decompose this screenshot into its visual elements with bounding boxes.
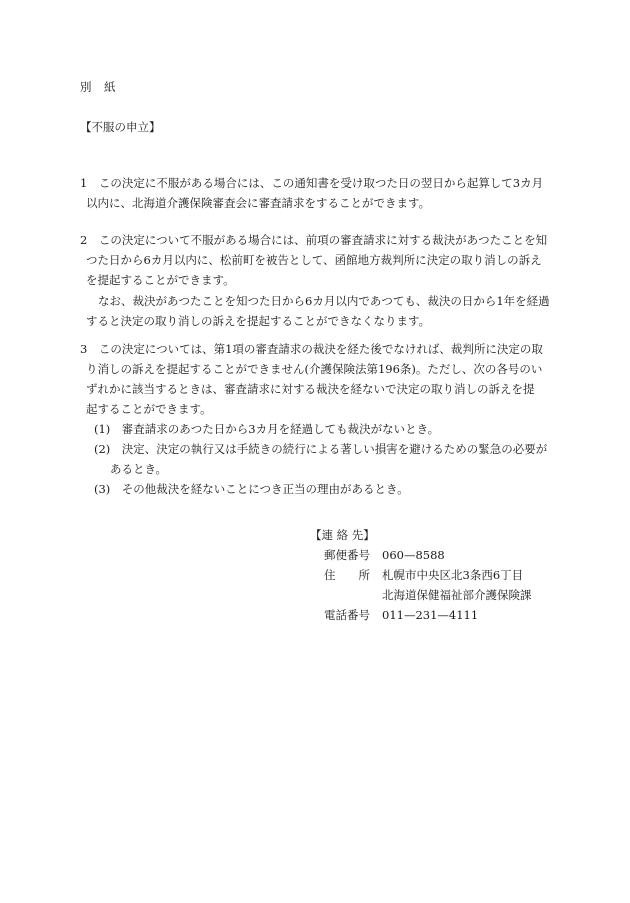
item-1-line-2: 以内に、北海道介護保険審査会に審査請求をすることができます。 bbox=[86, 196, 431, 210]
item-3-sub-3: (3) その他裁決を経ないことにつき正当の理由があるとき。 bbox=[94, 482, 409, 496]
item-2-line-2: つた日から6カ月以内に、松前町を被告として、函館地方裁判所に決定の取り消しの訴え bbox=[86, 253, 542, 267]
item-1-line-1: 1 この決定に不服がある場合には、この通知書を受け取つた日の翌日から起算して3カ月 bbox=[80, 176, 544, 190]
postal-value: 060—8588 bbox=[382, 548, 445, 562]
item-3-sub-1: (1) 審査請求のあつた日から3カ月を経過しても裁決がないとき。 bbox=[94, 422, 440, 436]
phone-label: 電話番号 bbox=[324, 608, 370, 622]
section-title: 【不服の申立】 bbox=[80, 120, 161, 134]
item-3-sub-2-line-2: あるとき。 bbox=[110, 462, 168, 476]
item-2-line-5: すると決定の取り消しの訴えを提起することができなくなります。 bbox=[86, 314, 431, 328]
page-heading: 別 紙 bbox=[80, 80, 116, 94]
phone-value: 011—231—4111 bbox=[382, 608, 479, 622]
address-label: 住 所 bbox=[324, 568, 370, 582]
item-3-sub-2-line-1: (2) 決定、決定の執行又は手続きの続行による著しい損害を避けるための緊急の必要が bbox=[94, 442, 548, 456]
postal-label: 郵便番号 bbox=[324, 548, 370, 562]
contact-title: 【連 絡 先】 bbox=[310, 528, 375, 542]
item-2-line-4: なお、裁決があつたことを知つた日から6カ月以内であつても、裁決の日から1年を経過 bbox=[98, 294, 550, 308]
item-2-line-3: を提起することができます。 bbox=[86, 273, 235, 287]
item-3-line-3: ずれかに該当するときは、審査請求に対する裁決を経ないで決定の取り消しの訴えを提 bbox=[86, 382, 535, 396]
item-2-line-1: 2 この決定について不服がある場合には、前項の審査請求に対する裁決があつたことを知 bbox=[80, 233, 548, 247]
address-line-1: 札幌市中央区北3条西6丁目 bbox=[382, 568, 524, 582]
item-3-line-1: 3 この決定については、第1項の審査請求の裁決を経た後でなければ、裁判所に決定の取 bbox=[80, 342, 543, 356]
address-line-2: 北海道保健福祉部介護保険課 bbox=[382, 588, 532, 602]
item-3-line-4: 起することができます。 bbox=[86, 402, 212, 416]
item-3-line-2: り消しの訴えを提起することができません(介護保険法第196条)。ただし、次の各号のい bbox=[86, 362, 543, 376]
